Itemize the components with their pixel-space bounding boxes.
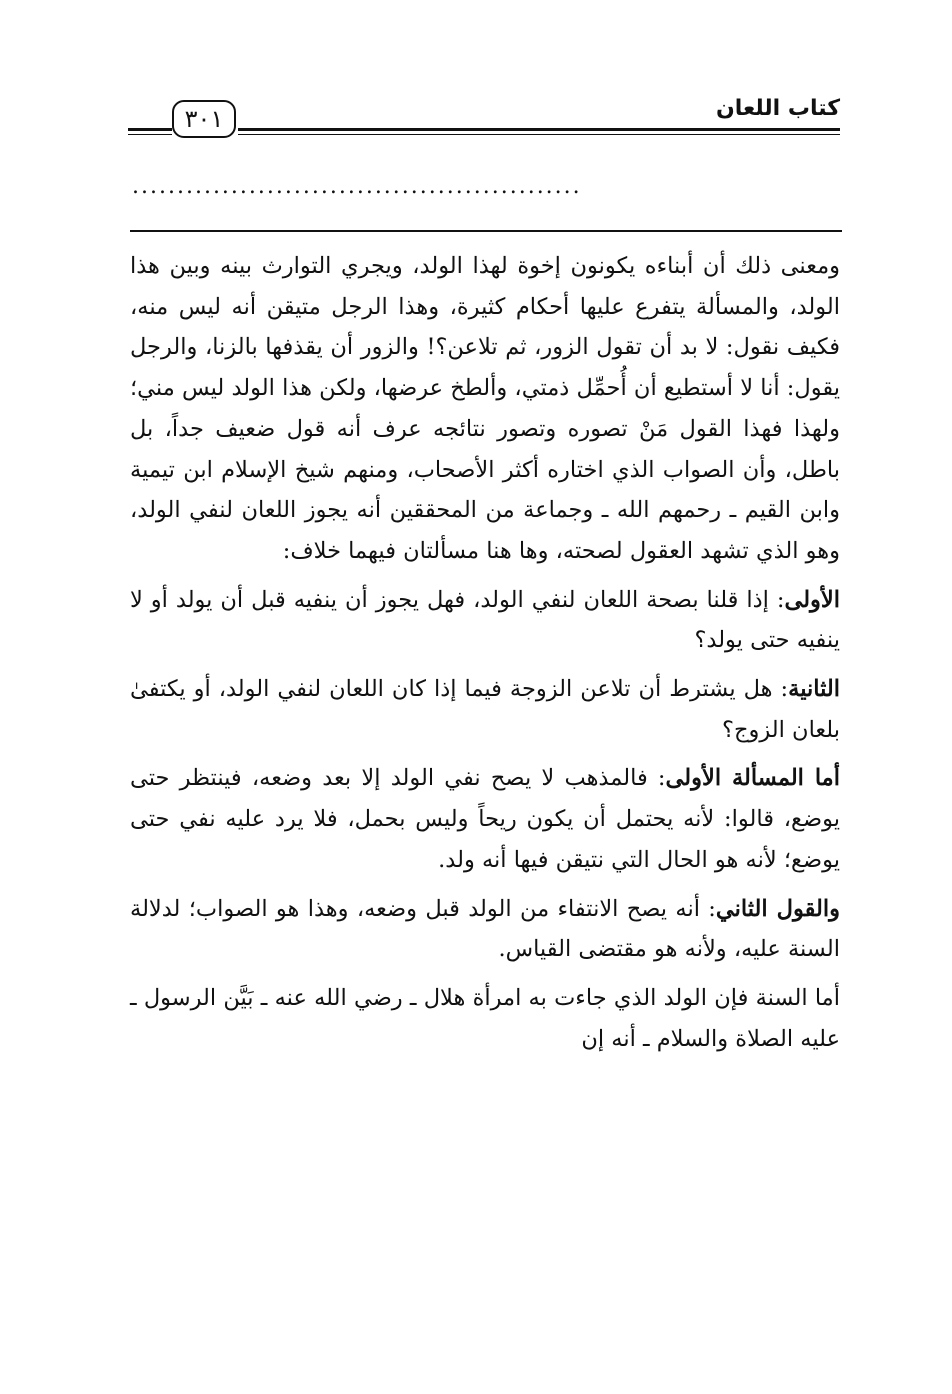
header-rule bbox=[238, 128, 840, 131]
paragraph: والقول الثاني: أنه يصح الانتفاء من الولد قبل وضعه، وهذا هو الصواب؛ لدلالة السنة عليه، ولأنه هو مقتضى القياس. bbox=[130, 895, 840, 963]
page-number: ٣٠١ bbox=[172, 100, 236, 138]
paragraph: الثانية: هل يشترط أن تلاعن الزوجة فيما إذا كان اللعان لنفي الولد، أو يكتفىٰ بلعان الزوج؟ bbox=[130, 676, 840, 743]
paragraph: أما السنة فإن الولد الذي جاءت به امرأة هلال ـ رضي الله عنه ـ بَيَّن الرسول ـ عليه الصلاة والسلام ـ أنه إن bbox=[130, 984, 840, 1052]
paragraph-lead: الأولى bbox=[784, 586, 840, 613]
paragraph: الأولى: إذا قلنا بصحة اللعان لنفي الولد، فهل يجوز أن ينفيه قبل أن يولد أو لا ينفيه حتى يولد؟ bbox=[130, 586, 840, 654]
page-body bbox=[130, 246, 840, 1059]
footnote-dots: .................................................. bbox=[132, 174, 582, 199]
page-header bbox=[128, 92, 840, 152]
paragraph-lead: أما المسألة الأولى bbox=[665, 765, 840, 792]
paragraph: أما المسألة الأولى: فالمذهب لا يصح نفي الولد إلا بعد وضعه، فينتظر حتى يوضع، قالوا: لأنه يحتمل أن يكون ريحاً وليس بحمل، فلا يرد عليه نفي حتى يوضع؛ لأنه هو الحال التي نتيقن فيها أنه ولد. bbox=[130, 765, 840, 873]
header-rule-left-thin bbox=[128, 134, 172, 135]
header-rule-thin bbox=[238, 134, 840, 135]
header-rule-left bbox=[128, 128, 172, 131]
paragraph: ومعنى ذلك أن أبناءه يكونون إخوة لهذا الولد، ويجري التوارث بينه وبين هذا الولد، والمسألة يتفرع عليها أحكام كثيرة، وهذا الرجل متيقن أنه ليس منه، فكيف نقول: لا بد أن تقول الزور، ثم تلاعن؟! والزور أن يقذفها بالزنا، والرجل يقول: أنا لا أستطيع أن أُحمِّل ذمتي، وألطخ عرضها، ولكن هذا الولد ليس مني؛ ولهذا فهذا القول مَنْ تصوره وتصور نتائجه عرف أنه قول ضعيف جداً، بل باطل، وأن الصواب الذي اختاره أكثر الأصحاب، ومنهم شيخ الإسلام ابن تيمية وابن القيم ـ رحمهم الله ـ وجماعة من المحققين أنه يجوز اللعان لنفي الولد، وهو الذي تشهد العقول لصحته، وها هنا مسألتان فيهما خلاف: bbox=[130, 253, 840, 564]
paragraph-lead: الثانية bbox=[788, 676, 840, 703]
section-separator bbox=[130, 230, 842, 232]
book-title: كتاب اللعان bbox=[715, 96, 840, 121]
paragraph-lead: والقول الثاني bbox=[715, 895, 840, 922]
